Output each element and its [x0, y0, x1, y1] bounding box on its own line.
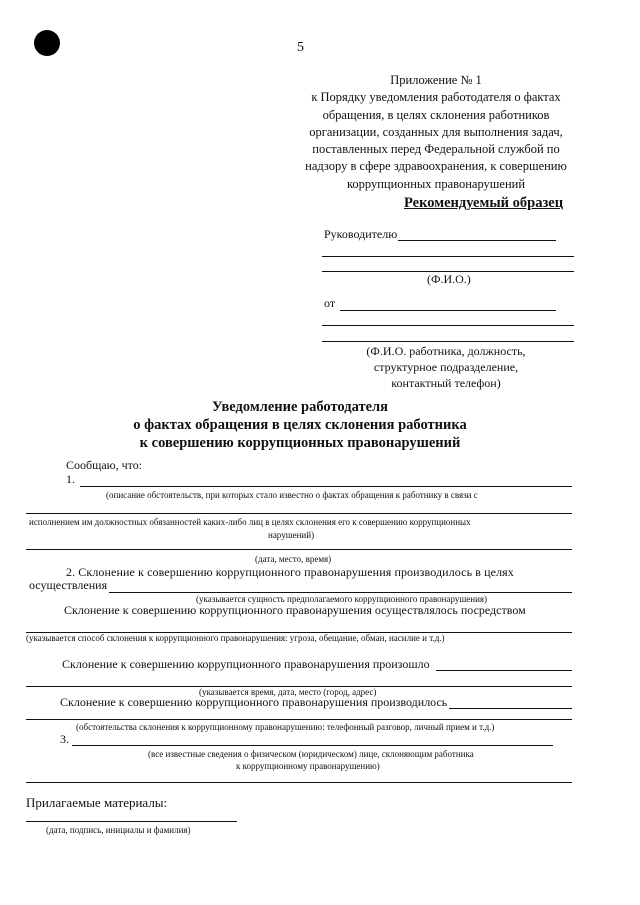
appendix-line: надзору в сфере здравоохранения, к совершению	[305, 159, 567, 174]
item3-number: 3.	[60, 732, 69, 746]
item2-was-line	[26, 719, 572, 720]
from-caption-line: (Ф.И.О. работника, должность,	[366, 344, 526, 358]
item3-line	[26, 782, 572, 783]
title-line: о фактах обращения в целях склонения работника	[133, 417, 467, 433]
fio-caption: (Ф.И.О.)	[427, 272, 471, 286]
item2-caption: (указывается сущность предполагаемого коррупционного правонарушения)	[196, 594, 488, 604]
punch-hole-mark	[34, 30, 60, 56]
appendix-line: к Порядку уведомления работодателя о фактах	[311, 90, 561, 105]
item1-line	[26, 513, 572, 514]
intro-text: Сообщаю, что:	[66, 458, 143, 472]
item2-text: осуществления	[29, 578, 108, 592]
from-line	[322, 341, 574, 342]
attachments-label: Прилагаемые материалы:	[26, 795, 168, 810]
item1-date-caption: (дата, место, время)	[255, 554, 332, 564]
item1-caption: (описание обстоятельств, при которых стало известно о фактах обращения к работнику в связи с	[106, 490, 478, 500]
appendix-line: организации, созданных для выполнения задач,	[309, 124, 563, 139]
item2-was-text: Склонение к совершению коррупционного правонарушения производилось	[60, 695, 448, 709]
item2-purpose-line	[109, 592, 572, 593]
item1-number: 1.	[66, 472, 75, 486]
to-label: Руководителю	[324, 227, 398, 241]
title-line: к совершению коррупционных правонарушений	[139, 435, 461, 451]
signature-caption: (дата, подпись, инициалы и фамилия)	[46, 825, 191, 835]
item2-means-caption: (указывается способ склонения к коррупционного правонарушения: угроза, обещание, обман, насилие и т.д.)	[26, 633, 445, 643]
from-caption-line: структурное подразделение,	[373, 360, 519, 374]
item2-occurred-line	[436, 670, 572, 671]
item3-caption: к коррупционному правонарушению)	[236, 761, 380, 771]
item3-line	[72, 745, 553, 746]
from-caption	[336, 343, 556, 391]
recommended-sample-heading: Рекомендуемый образец	[404, 195, 564, 211]
item2-was-line	[449, 708, 572, 709]
signature-line	[26, 821, 237, 822]
item2-was-caption: (обстоятельства склонения к коррупционному правонарушению: телефонный разговор, личный прием и т.д.)	[76, 722, 495, 732]
item2-means-text: Склонение к совершению коррупционного правонарушения осуществлялось посредством	[64, 603, 526, 617]
document-title	[100, 398, 500, 452]
appendix-line: коррупционных правонарушений	[346, 176, 526, 191]
title-line: Уведомление работодателя	[212, 399, 388, 415]
item3-caption: (все известные сведения о физическом (юридическом) лице, склоняющим работника	[148, 749, 474, 759]
item2-text: 2. Склонение к совершению коррупционного правонарушения производилось в целях	[66, 565, 514, 579]
appendix-header	[286, 72, 586, 193]
from-line	[322, 325, 574, 326]
page-number: 5	[297, 40, 304, 55]
item2-occurred-caption: (указывается время, дата, место (город, адрес)	[199, 687, 377, 697]
from-line	[340, 310, 556, 311]
to-line	[398, 240, 556, 241]
item1-caption: нарушений)	[268, 530, 315, 540]
item2-occurred-text: Склонение к совершению коррупционного правонарушения произошло	[62, 657, 430, 671]
appendix-line: обращения, в целях склонения работников	[322, 107, 550, 122]
item1-line	[26, 549, 572, 550]
from-label: от	[324, 296, 336, 310]
from-caption-line: контактный телефон)	[391, 376, 501, 390]
item1-caption: исполнением им должностных обязанностей каких-либо лиц в целях склонения его к совершению коррупционных	[29, 517, 471, 527]
appendix-line: Приложение № 1	[390, 73, 482, 87]
item1-line	[80, 486, 572, 487]
to-line	[322, 256, 574, 257]
appendix-line: поставленных перед Федеральной службой по	[312, 142, 560, 157]
